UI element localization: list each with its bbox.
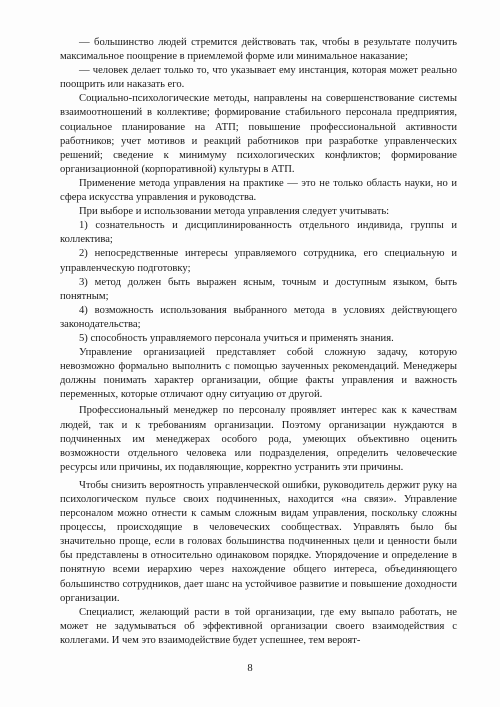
- paragraph: При выборе и использовании метода управления следует учитывать:: [79, 206, 390, 218]
- list-item: 4) возможность использования выбранного метода в условиях действующего законодательства;: [60, 304, 457, 330]
- paragraph: Чтобы снизить вероятность управленческой ошибки, руководитель держит руку на психологическом пульсе своих подчиненных, находится «на связи». Управление персоналом можно отнести к самым сложным видам управления, поскольку сложны процессы, происходящие в человеческих сообществах. Управлять было бы значительно проще, если в головах большинства подчиненных цели и ценности были бы представлены в относительно одинаковом порядке. Упорядочение и определение в понятную всеми иерархию через нахождение общего интереса, объединяющего большинство сотрудников, дает шанс на устойчивое развитие и повышение доходности организации.: [60, 479, 457, 604]
- page-number: 8: [247, 663, 253, 674]
- paragraph: Применение метода управления на практике — это не только область науки, но и сфера искусства управления и руководства.: [60, 177, 457, 204]
- paragraph: Социально-психологические методы, направлены на совершенствование системы взаимоотношений в коллективе; формирование стабильного персонала предприятия, социальное планирование на АТП; повышение профессиональной активности работников; учет мотивов и реакций работников при разработке управленческих решений; сведение к минимуму психологических конфликтов; формирование организационной (корпоративной) культуры в АТП.: [60, 93, 457, 175]
- body-text: [60, 36, 457, 648]
- paragraph: — большинство людей стремится действовать так, чтобы в результате получить максимальное поощрение в приемлемой форме или минимальное наказание;: [60, 37, 457, 63]
- list-item: 2) непосредственные интересы управляемого сотрудника, его специальную и управленческую подготовку;: [60, 248, 457, 274]
- list-item: 3) метод должен быть выражен ясным, точным и доступным языком, быть понятным;: [60, 276, 457, 302]
- paragraph: — человек делает только то, что указывает ему инстанция, которая может реально поощрить или наказать его.: [60, 65, 457, 91]
- paragraph: Управление организацией представляет собой сложную задачу, которую невозможно формально выполнить с помощью заученных рекомендаций. Менеджеры должны понимать характер организации, общие факты управления и важность переменных, которые отличают одну ситуацию от другой.: [60, 347, 457, 401]
- paragraph: Профессиональный менеджер по персоналу проявляет интерес как к качествам людей, так и к требованиям организации. Поэтому организации нуждаются в подчиненных им менеджерах особого рода, умеющих объективно оценить возможности отдельного человека или подразделения, определить человеческие ресурсы или причины, их подавляющие, корректно устранить эти причины.: [60, 405, 457, 473]
- paragraph: Специалист, желающий расти в той организации, где ему выпало работать, не может не задумываться об эффективной организации своего взаимодействия с коллегами. И чем это взаимодействие будет успешнее, тем вероят-: [60, 606, 457, 646]
- list-item: 1) сознательность и дисциплинированность отдельного индивида, группы и коллектива;: [60, 220, 457, 246]
- list-item: 5) способность управляемого персонала учиться и применять знания.: [79, 332, 394, 344]
